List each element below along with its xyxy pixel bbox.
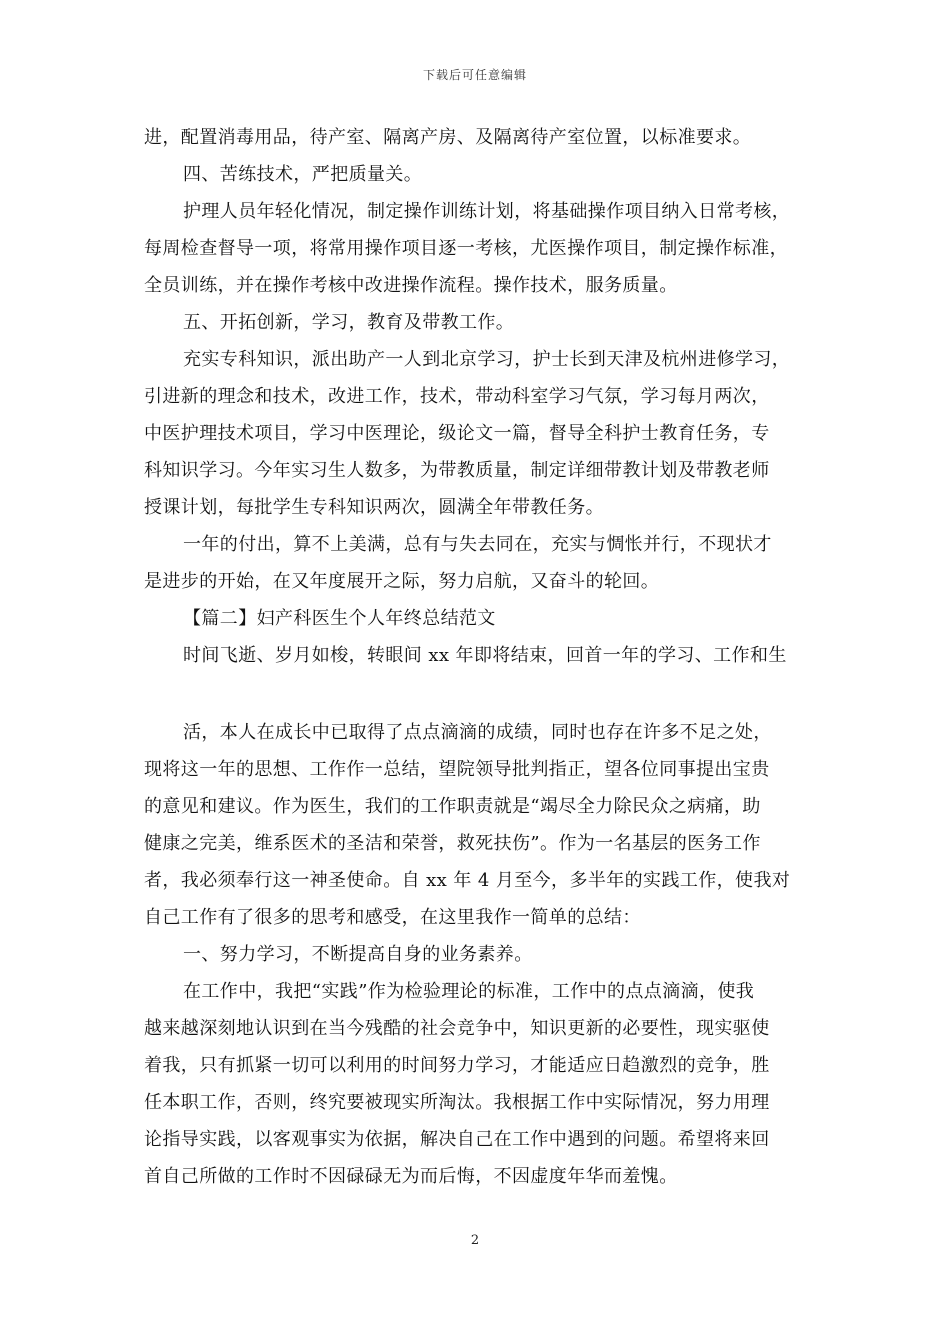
text-line: 着我，只有抓紧一切可以利用的时间努力学习，才能适应日趋激烈的竞争，胜	[144, 1055, 770, 1076]
text-line: 越来越深刻地认识到在当今残酷的社会竞争中，知识更新的必要性，现实驱使	[144, 1018, 770, 1039]
text-line: 是进步的开始，在又年度展开之际，努力启航，又奋斗的轮回。	[144, 571, 660, 592]
text-line: 四、苦练技术，严把质量关。	[183, 164, 423, 185]
text-line: 科知识学习。今年实习生人数多，为带教质量，制定详细带教计划及带教老师	[144, 460, 770, 481]
text-line: 现将这一年的思想、工作作一总结，望院领导批判指正，望各位同事提出宝贵	[144, 759, 770, 780]
text-line: 一、努力学习，不断提高自身的业务素养。	[183, 944, 533, 965]
text-line: 首自己所做的工作时不因碌碌无为而后悔，不因虚度年华而羞愧。	[144, 1166, 678, 1187]
text-line: 中医护理技术项目，学习中医理论，级论文一篇，督导全科护士教育任务，专	[144, 423, 770, 444]
header-note: 下载后可任意编辑	[422, 68, 527, 82]
text-line: 活，本人在成长中已取得了点点滴滴的成绩，同时也存在许多不足之处，	[183, 722, 772, 743]
text-line: 在工作中，我把“实践”作为检验理论的标准，工作中的点点滴滴，使我	[183, 981, 755, 1002]
text-line: 论指导实践，以客观事实为依据，解决自己在工作中遇到的问题。希望将来回	[144, 1129, 770, 1150]
text-line: 时间飞逝、岁月如梭，转眼间 xx 年即将结束，回首一年的学习、工作和生	[183, 645, 787, 666]
text-line: 每周检查督导一项，将常用操作项目逐一考核，尤医操作项目，制定操作标准，	[144, 238, 788, 259]
text-line: 充实专科知识，派出助产一人到北京学习，护士长到天津及杭州进修学习，	[183, 349, 791, 370]
text-line: 授课计划，每批学生专科知识两次，圆满全年带教任务。	[144, 497, 604, 518]
text-line: 护理人员年轻化情况，制定操作训练计划，将基础操作项目纳入日常考核，	[183, 201, 791, 222]
section-title: 【篇二】妇产科医生个人年终总结范文	[183, 608, 496, 629]
text-line: 的意见和建议。作为医生，我们的工作职责就是“竭尽全力除民众之病痛，助	[144, 796, 761, 817]
text-line: 健康之完美，维系医术的圣洁和荣誉，救死扶伤”。作为一名基层的医务工作	[144, 833, 761, 854]
text-line: 进，配置消毒用品，待产室、隔离产房、及隔离待产室位置，以标准要求。	[144, 127, 752, 148]
text-line: 者，我必须奉行这一神圣使命。自 xx 年 4 月至今，多半年的实践工作，使我对	[144, 870, 791, 891]
text-line: 引进新的理念和技术，改进工作，技术，带动科室学习气氛，学习每月两次，	[144, 386, 770, 407]
text-line: 全员训练，并在操作考核中改进操作流程。操作技术，服务质量。	[144, 275, 678, 296]
text-line: 一年的付出，算不上美满，总有与失去同在，充实与惆怅并行，不现状才	[183, 534, 772, 555]
text-line: 任本职工作，否则，终究要被现实所淘汰。我根据工作中实际情况，努力用理	[144, 1092, 770, 1113]
text-line: 自己工作有了很多的思考和感受，在这里我作一简单的总结：	[144, 907, 641, 928]
page-number: 2	[470, 1233, 480, 1248]
text-line: 五、开拓创新，学习，教育及带教工作。	[183, 312, 515, 333]
